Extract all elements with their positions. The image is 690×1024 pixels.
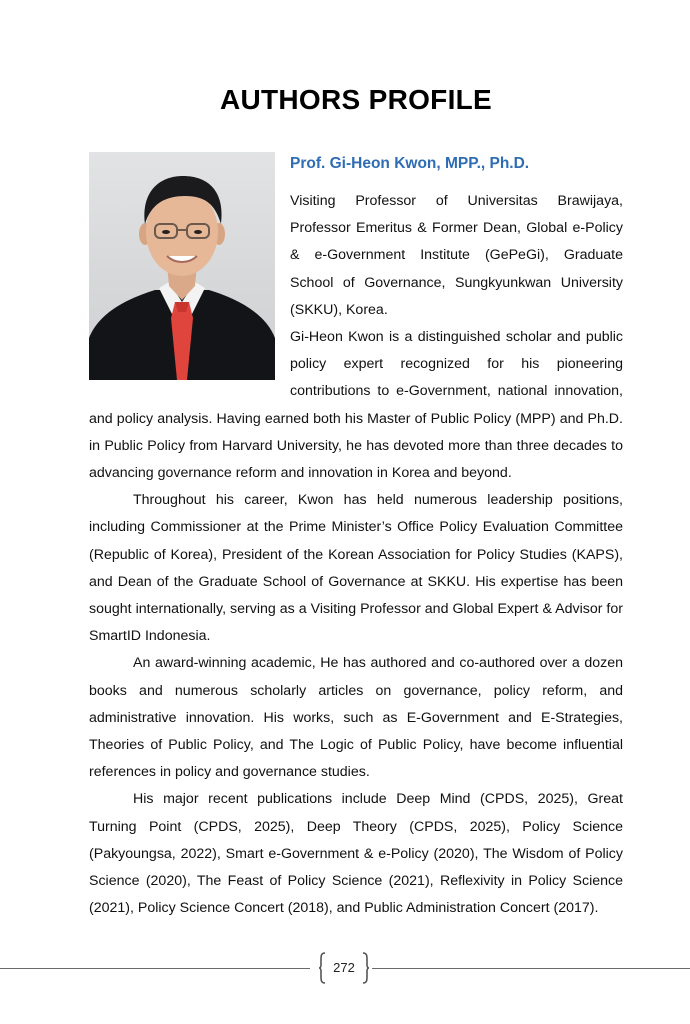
left-brace-icon: [318, 952, 326, 984]
page-number: 272: [333, 960, 355, 975]
author-profile: [89, 152, 623, 922]
bio-paragraph: Throughout his career, Kwon has held numerous leadership positions, including Commissioner at the Prime Minister’s Office Policy Evaluation Committee (Republic of Korea), President of the Korean Association for Policy Studies (KAPS), and Dean of the Graduate School of Governance at SKKU. His expertise has been sought internationally, serving as a Visiting Professor and Global Expert & Advisor for SmartID Indonesia.: [89, 492, 623, 645]
footer-divider-left: [0, 968, 310, 969]
right-brace-icon: [362, 952, 370, 984]
page-number-box: [318, 952, 370, 984]
bio-paragraph: Gi-Heon Kwon is a distinguished scholar and public policy expert recognized for his pioneering contributions to e-Government, national innovation, and policy analysis. Having earned both his Master of Public Policy (MPP) and Ph.D. in Public Policy from Harvard University, he has devoted more than three decades to advancing governance reform and innovation in Korea and beyond.: [89, 329, 623, 482]
footer-divider-right: [372, 968, 690, 969]
author-affiliation: Visiting Professor of Universitas Brawijaya, Professor Emeritus & Former Dean, Global e-Policy & e-Government Institute (GePeGi), Graduate School of Governance, Sungkyunkwan University (SKKU), Korea.: [290, 193, 623, 318]
author-name: Prof. Gi-Heon Kwon, MPP., Ph.D.: [290, 155, 530, 172]
bio-paragraph: An award-winning academic, He has authored and co-authored over a dozen books and numerous scholarly articles on governance, policy reform, and administrative innovation. His works, such as E-Government and E-Strategies, Theories of Public Policy, and The Logic of Public Policy, have become influential references in policy and governance studies.: [89, 655, 623, 781]
bio-paragraph: His major recent publications include Deep Mind (CPDS, 2025), Great Turning Point (CPDS, 2025), Deep Theory (CPDS, 2025), Policy Science (Pakyoungsa, 2022), Smart e-Government & e-Policy (2020), The Wisdom of Policy Science (2020), The Feast of Policy Science (2021), Reflexivity in Policy Science (2021), Policy Science Concert (2018), and Public Administration Concert (2017).: [89, 791, 623, 917]
page-title: AUTHORS PROFILE: [219, 84, 493, 115]
author-portrait-photo: [89, 152, 275, 380]
